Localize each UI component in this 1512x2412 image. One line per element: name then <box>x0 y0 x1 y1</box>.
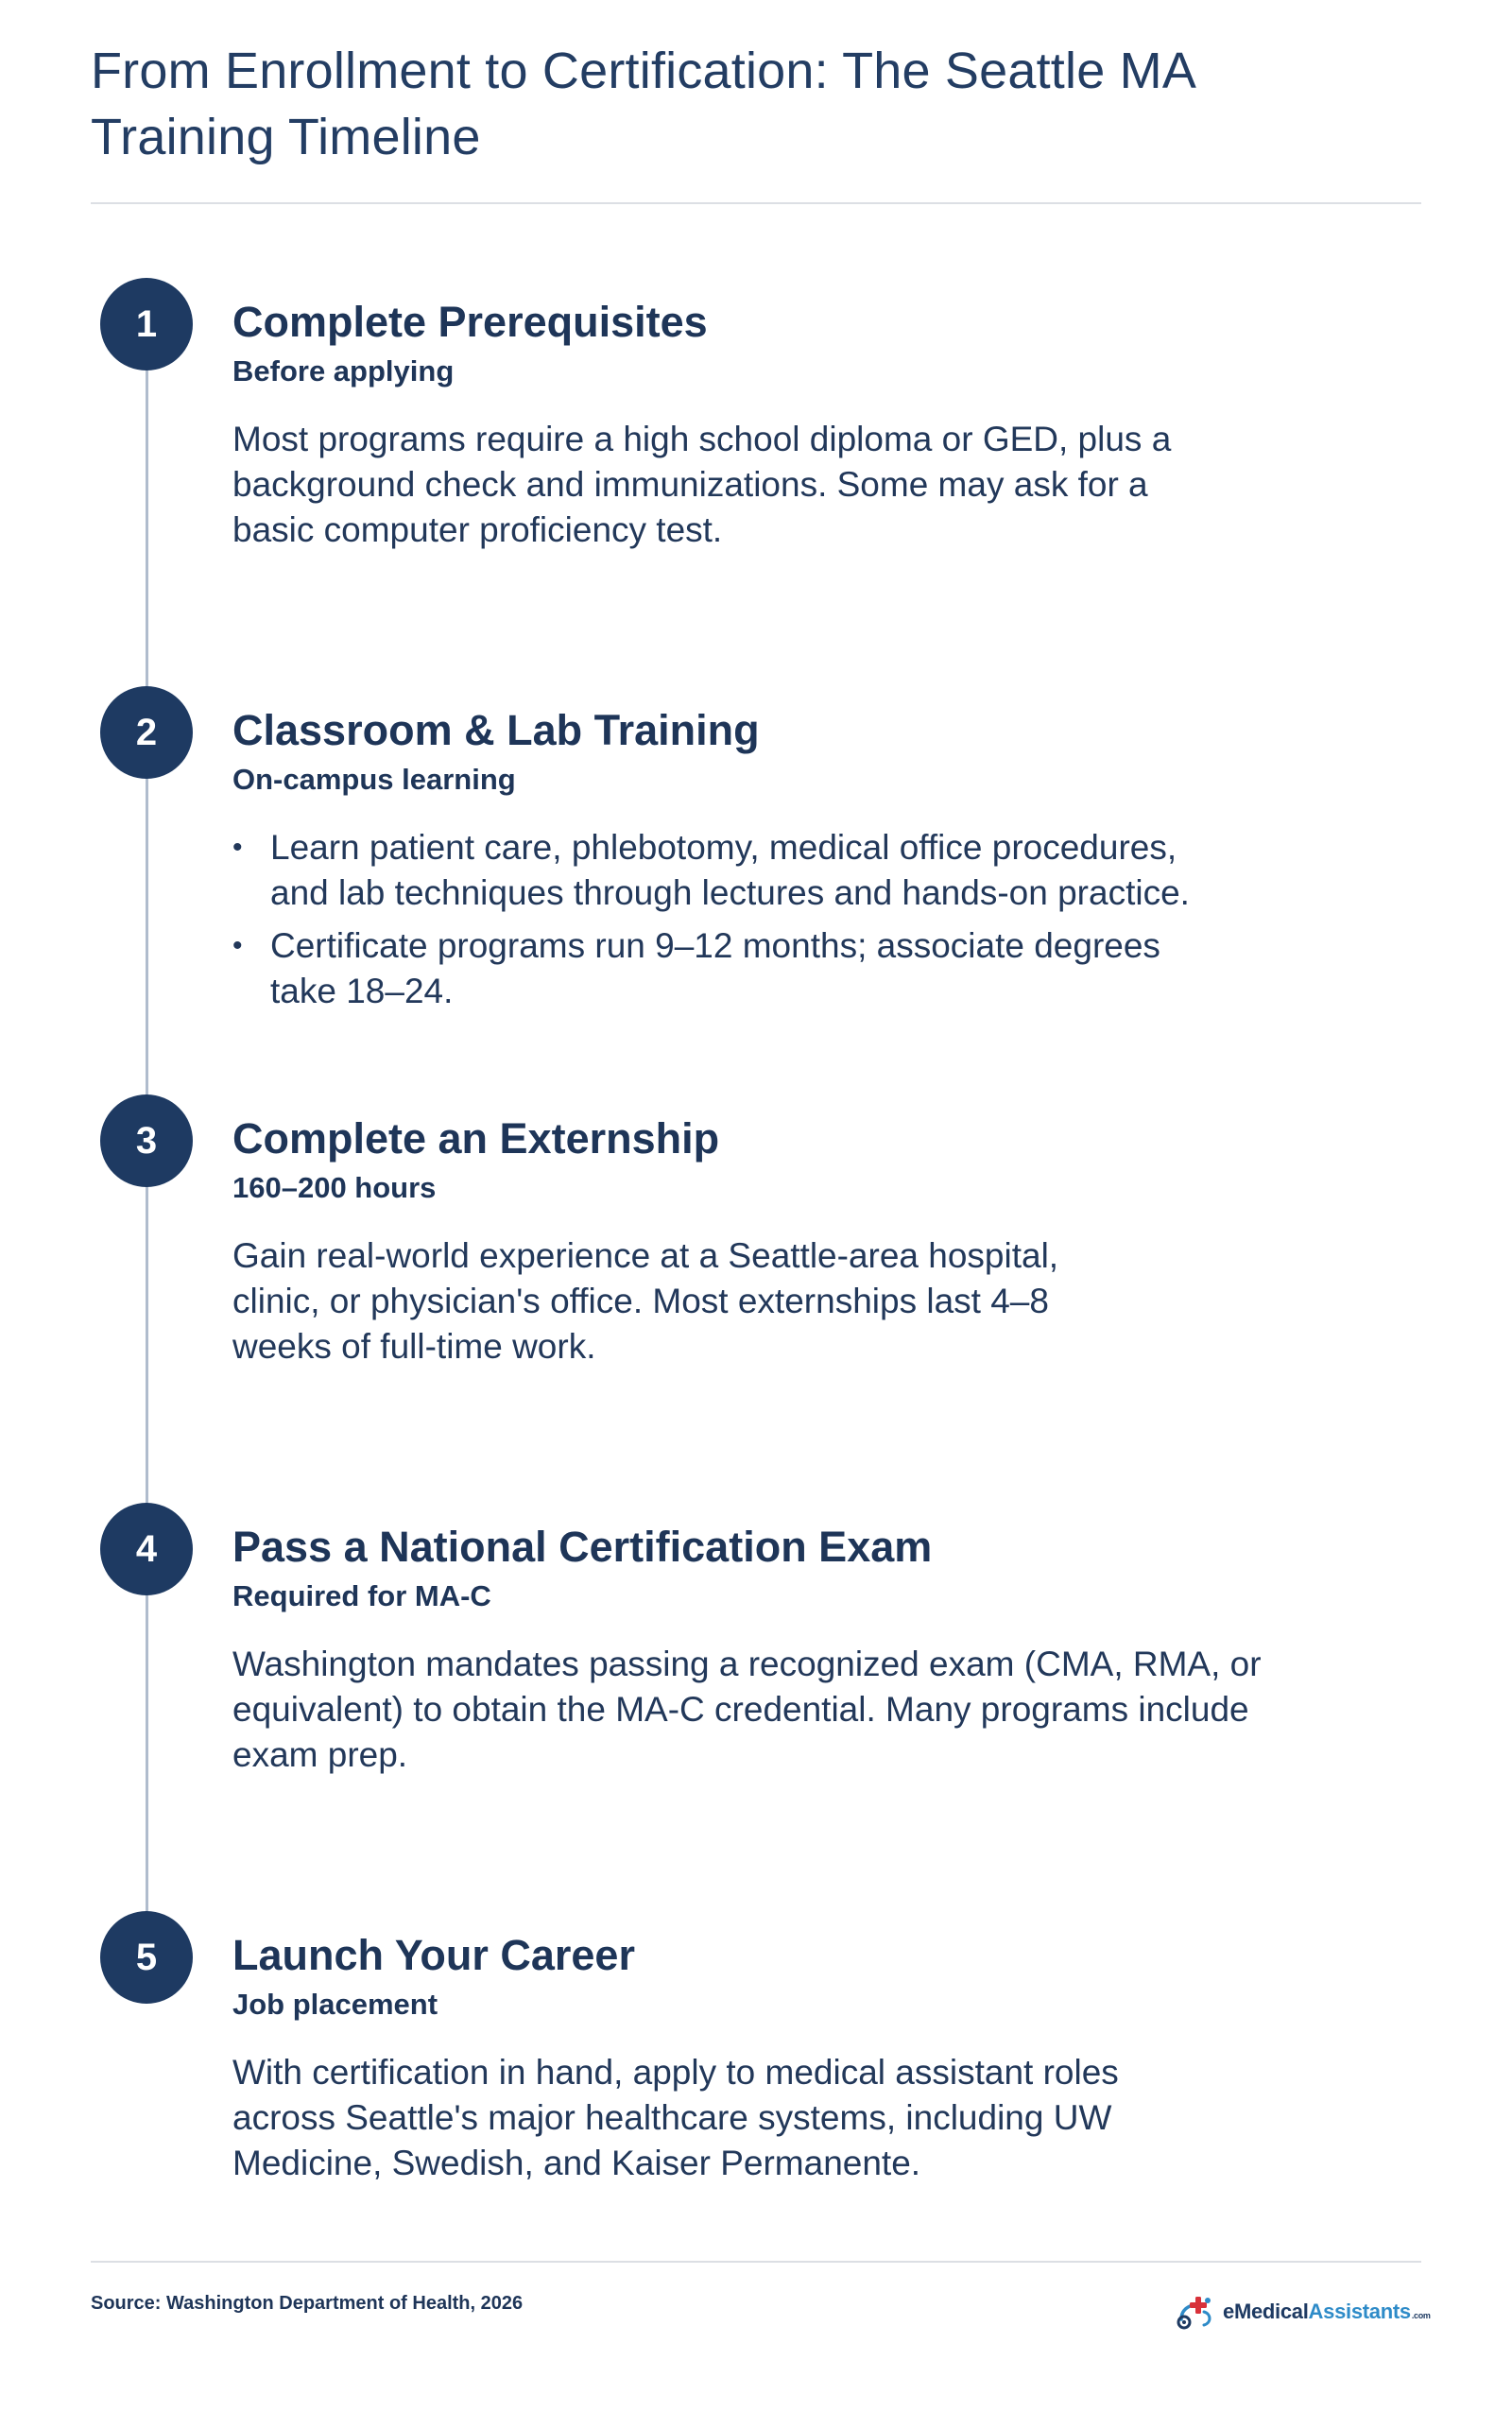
step-5-content <box>232 1929 1215 2186</box>
step-4-title: Pass a National Certification Exam <box>232 1523 933 1571</box>
step-5-description: With certification in hand, apply to medical assistant roles across Seattle's major healthcare systems, including UW Medicine, Swedish, and Kaiser Permanente. <box>232 2053 1119 2182</box>
step-4-subtitle: Required for MA-C <box>232 1579 491 1612</box>
step-1-content <box>232 296 1215 553</box>
brand-wordmark-tld: .com <box>1411 2311 1431 2320</box>
step-4-content <box>232 1521 1272 1778</box>
title-divider <box>91 202 1421 204</box>
step-3-content <box>232 1112 1215 1370</box>
page-title: From Enrollment to Certification: The Seattle MA Training Timeline <box>91 43 1194 165</box>
step-2-bullet-item <box>232 825 1206 916</box>
step-2-content <box>232 704 1215 1022</box>
step-2-bullet-text: Certificate programs run 9–12 months; associate degrees take 18–24. <box>270 926 1160 1010</box>
step-2-number-badge: 2 <box>100 686 193 779</box>
step-3-title: Complete an Externship <box>232 1114 720 1163</box>
brand-wordmark-medical: Medical <box>1233 2300 1309 2323</box>
step-1-title: Complete Prerequisites <box>232 298 708 346</box>
step-2-subtitle: On-campus learning <box>232 763 516 796</box>
step-5-number-badge: 5 <box>100 1911 193 2004</box>
step-1-description: Most programs require a high school diploma or GED, plus a background check and immunizations. Some may ask for a basic computer proficiency test. <box>232 420 1172 549</box>
step-3-subtitle: 160–200 hours <box>232 1171 437 1204</box>
footer-divider <box>91 2261 1421 2263</box>
bullet-icon: • <box>232 930 243 961</box>
step-5-title: Launch Your Career <box>232 1931 635 1979</box>
brand-wordmark-assistants: Assistants <box>1308 2300 1411 2323</box>
step-1-subtitle: Before applying <box>232 354 455 388</box>
step-5-subtitle: Job placement <box>232 1988 438 2021</box>
step-2-bullet-item <box>232 923 1206 1014</box>
step-3-description: Gain real-world experience at a Seattle-area hospital, clinic, or physician's office. Most externships last 4–8 weeks of full-time work. <box>232 1236 1059 1366</box>
brand-wordmark-e: e <box>1223 2300 1234 2323</box>
source-citation: Source: Washington Department of Health, 2026 <box>91 2293 524 2314</box>
step-2-title: Classroom & Lab Training <box>232 706 760 754</box>
step-2-bullet-list <box>232 825 1206 1014</box>
brand-wordmark <box>1223 2300 1431 2324</box>
brand-logo <box>1176 2291 1431 2333</box>
step-1-number-badge: 1 <box>100 278 193 370</box>
step-3-number-badge: 3 <box>100 1094 193 1187</box>
medical-cross-icon <box>1176 2291 1219 2333</box>
step-4-number-badge: 4 <box>100 1503 193 1595</box>
step-2-bullet-text: Learn patient care, phlebotomy, medical office procedures, and lab techniques through lectures and hands-on practice. <box>270 828 1190 912</box>
bullet-icon: • <box>232 832 243 863</box>
step-4-description: Washington mandates passing a recognized exam (CMA, RMA, or equivalent) to obtain the MA-C credential. Many programs include exam prep. <box>232 1645 1262 1774</box>
